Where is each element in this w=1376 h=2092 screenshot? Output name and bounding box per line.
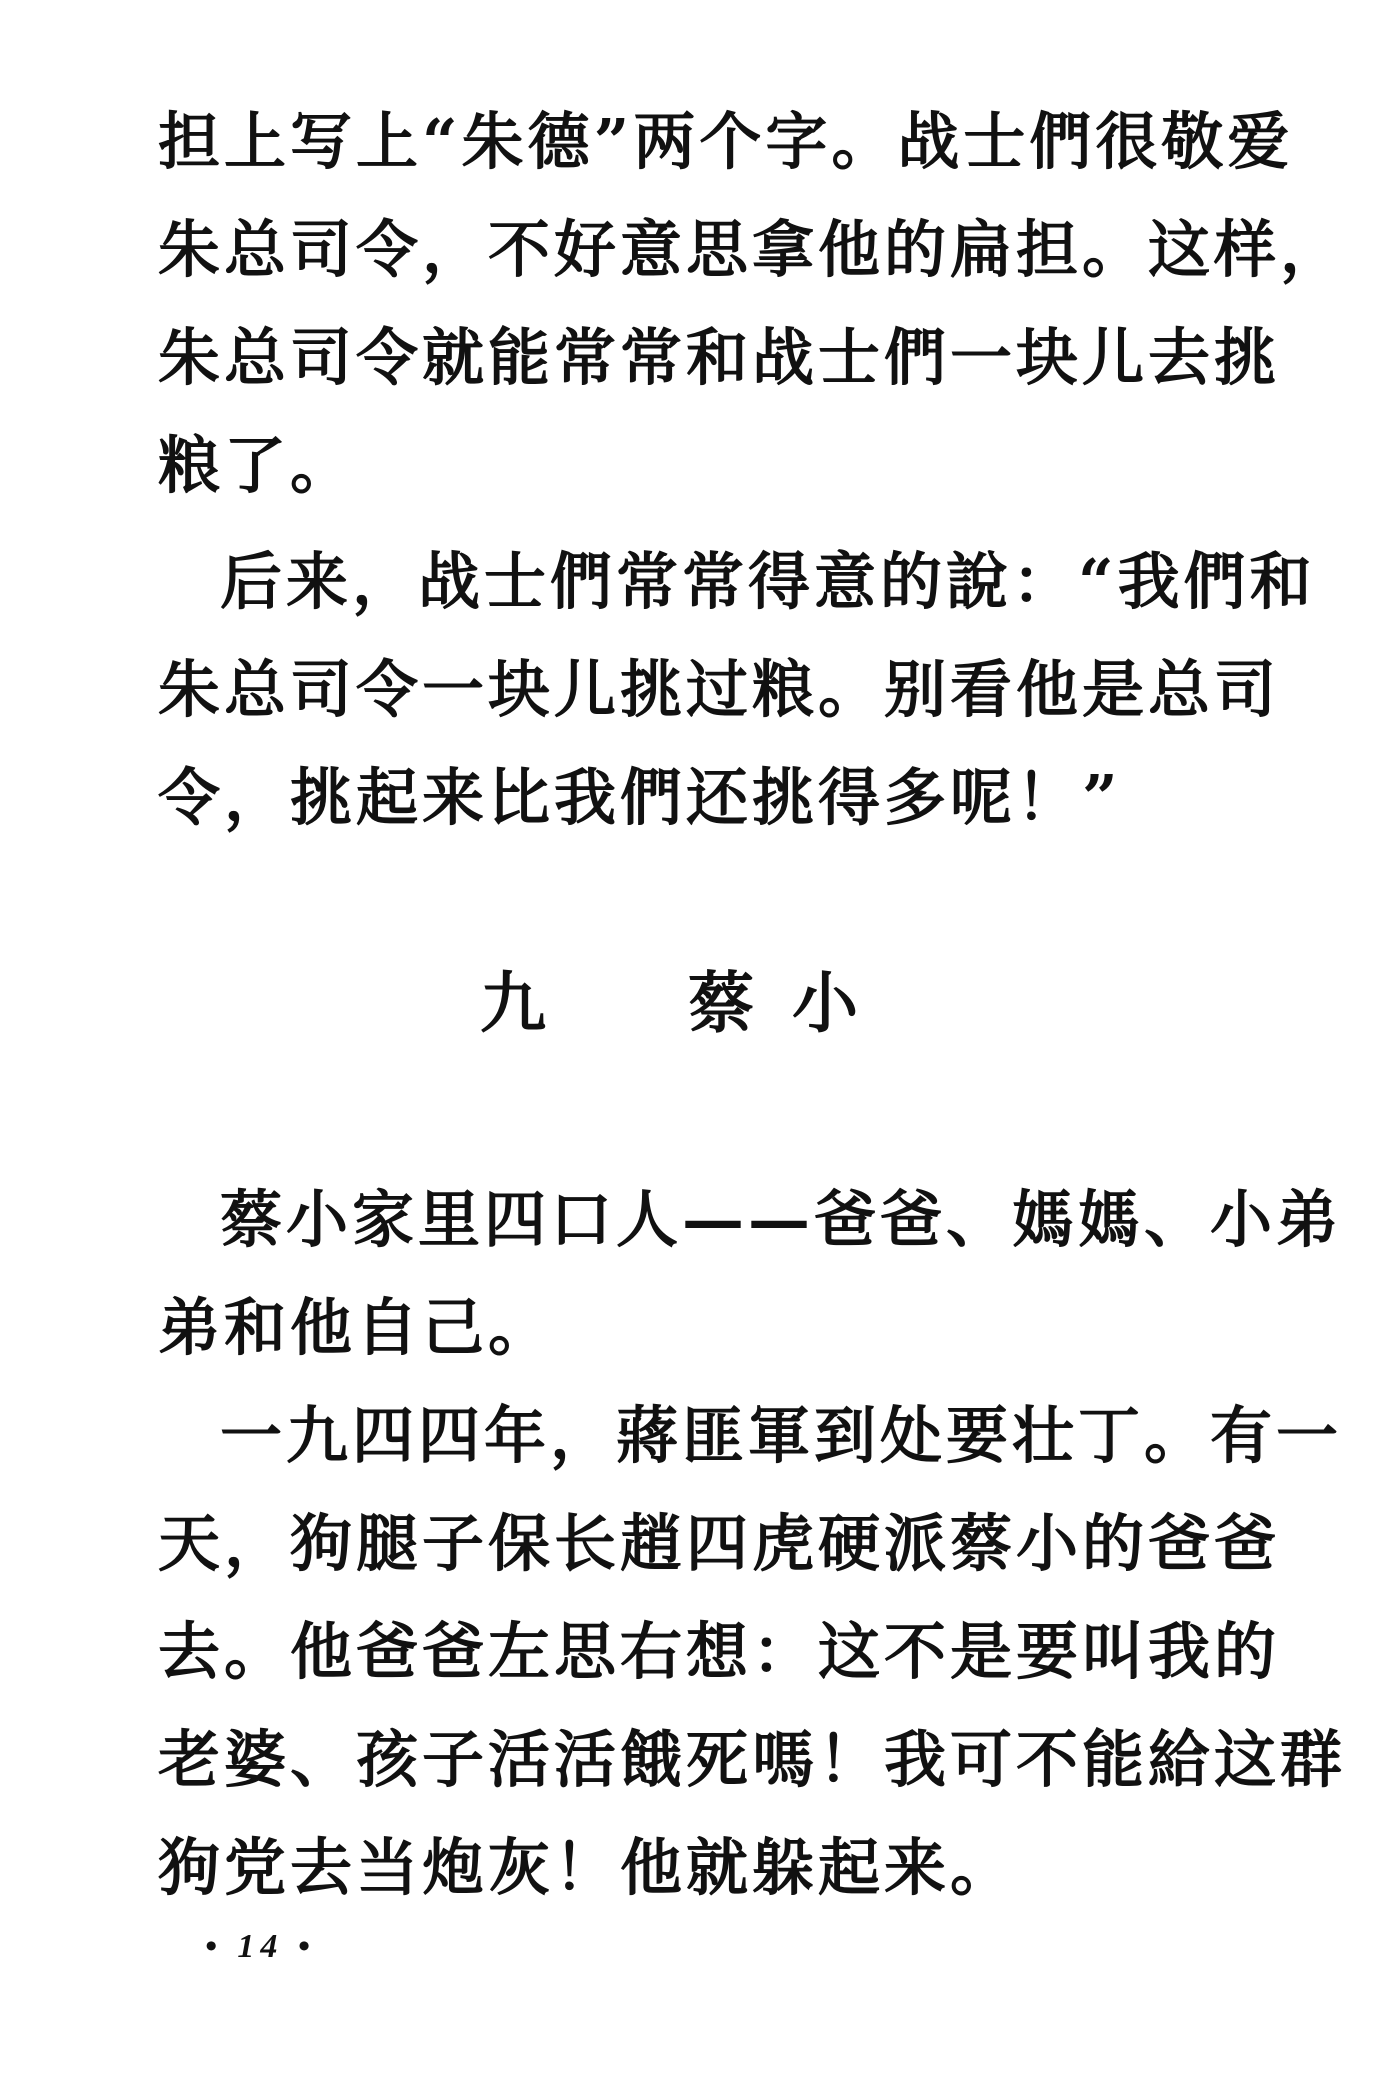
text-line: 担上写上“朱德”两个字。战士們很敬爱 xyxy=(158,105,1294,178)
text-line: 去。他爸爸左思右想：这不是要叫我的 xyxy=(158,1615,1281,1688)
text-line: 蔡小家里四口人——爸爸、媽媽、小弟 xyxy=(220,1183,1343,1256)
text-line: 弟和他自己。 xyxy=(158,1291,555,1364)
text-line: 朱总司令就能常常和战士們一块儿去挑 xyxy=(158,321,1281,394)
paragraph xyxy=(158,1166,1343,1382)
section-heading: 九 蔡小 xyxy=(480,964,896,1042)
page-number: • 14 • xyxy=(205,1928,316,1965)
text-line: 一九四四年，蔣匪軍到处要壮丁。有一 xyxy=(220,1399,1343,1472)
text-line: 天，狗腿子保长趙四虎硬派蔡小的爸爸 xyxy=(158,1507,1281,1580)
text-line: 后来，战士們常常得意的說：“我們和 xyxy=(220,545,1316,618)
text-line: 粮了。 xyxy=(158,429,357,502)
text-line: 老婆、孩子活活餓死嗎！我可不能給这群 xyxy=(158,1723,1347,1796)
text-line: 朱总司令一块儿挑过粮。别看他是总司 xyxy=(158,653,1281,726)
text-line: 狗党去当炮灰！他就躲起来。 xyxy=(158,1831,1017,1904)
text-line: 令，挑起来比我們还挑得多呢！” xyxy=(158,761,1122,834)
text-line: 朱总司令，不好意思拿他的扁担。这样， xyxy=(158,213,1347,286)
paragraph xyxy=(158,1382,1347,1922)
paragraph-continued xyxy=(158,88,1347,520)
paragraph xyxy=(158,528,1316,852)
